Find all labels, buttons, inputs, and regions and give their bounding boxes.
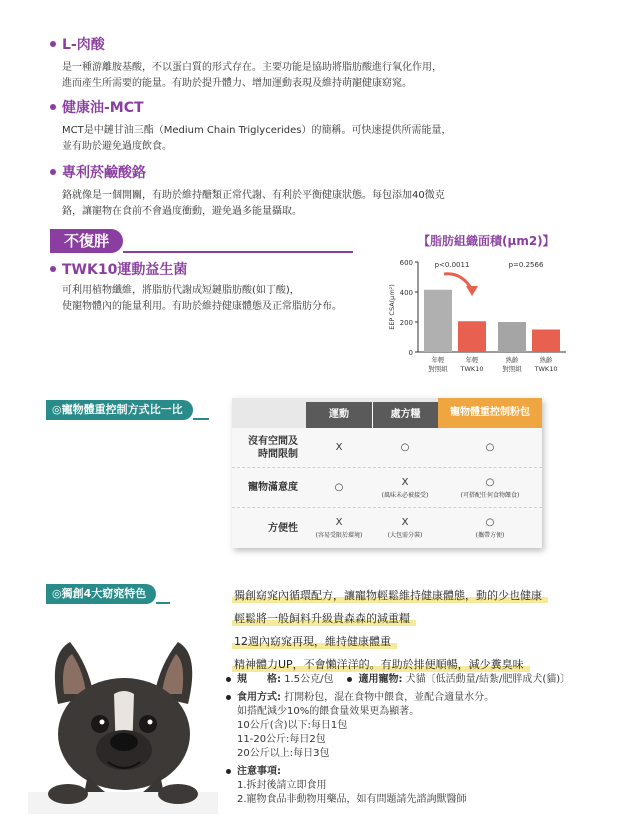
ingredient-section-carnitine: [50, 34, 570, 92]
section-line: 並有助於避免過度飲食。: [62, 141, 172, 152]
pill-divider: [156, 602, 170, 604]
section-title: 專利菸鹼酸鉻: [62, 165, 146, 181]
feature-highlight: 獨創窈窕內循環配方，讓寵物輕鬆維持健康體態，動的少也健康: [232, 587, 548, 603]
cell-note: (風味未必被接受): [381, 491, 429, 499]
features-pill-row: [46, 584, 170, 604]
x-tick-label: 熟齡: [505, 356, 519, 364]
cell-mark: ○: [400, 442, 410, 453]
bar: [458, 321, 486, 352]
comparison-table: [232, 398, 542, 548]
feature-highlights: [232, 584, 612, 676]
table-cell: [438, 428, 542, 467]
table-header-prescription: 處方糧: [372, 402, 438, 428]
bar: [532, 330, 560, 353]
banner-divider: [123, 251, 353, 253]
rebound-banner-row: [50, 229, 353, 253]
table-row: [232, 468, 542, 508]
probiotic-line: 可利用植物纖維，將脂肪代謝成短鏈脂肪酸(如丁酸)，: [62, 285, 300, 296]
bar: [498, 322, 526, 352]
x-tick-label: 年輕: [465, 356, 479, 364]
y-tick-label: 600: [399, 259, 413, 267]
usage-value: 打開粉包，混在食物中餵食，並配合適量水分。: [284, 692, 495, 703]
y-tick-label: 0: [408, 349, 413, 357]
bullet-icon: [226, 677, 231, 682]
y-tick-label: 200: [399, 319, 413, 327]
probiotic-title: TWK10運動益生菌: [62, 262, 188, 278]
table-cell: [438, 508, 542, 548]
cell-note: (攜帶方便): [475, 532, 505, 539]
y-axis-label: EEP CSA(μm²): [388, 284, 396, 330]
pill-bullet-icon: ◎: [52, 403, 62, 416]
table-corner: [232, 398, 306, 428]
section-line: 是一種游離胺基酸，不以蛋白質的形式存在。主要功能是協助將脂肪酸進行氧化作用，: [62, 62, 442, 73]
ingredient-section-chromium: [50, 162, 570, 220]
comparison-pill: [46, 400, 193, 420]
probiotic-line: 使寵物體內的能量利用。有助於維持健康體態及正常脂肪分布。: [62, 301, 342, 312]
features-pill-label: 獨創4大窈窕特色: [61, 587, 147, 600]
section-line: 進而產生所需要的能量。有助於提升體力、增加運動表現及維持萌寵健康窈窕。: [62, 78, 412, 89]
x-tick-label: TWK10: [460, 365, 484, 373]
significance-label: p=0.2566: [508, 261, 544, 269]
cell-mark: X: [401, 476, 409, 488]
bullet-icon: [226, 769, 231, 774]
usage-line: 11-20公斤:每日2包: [237, 734, 326, 745]
x-tick-label: 對照組: [502, 365, 522, 373]
spec-value: 1.5公克/包: [284, 674, 334, 685]
bullet-icon: [50, 266, 56, 272]
cell-note: (可搭配任何食物餵食): [460, 491, 520, 499]
cell-mark: ○: [485, 517, 495, 528]
row-label-text: 沒有空間及 時間限制: [248, 435, 298, 460]
decrease-arrowhead-icon: [466, 286, 478, 296]
table-header-row: [232, 398, 542, 428]
table-cell: [306, 428, 372, 467]
x-tick-label: TWK10: [534, 365, 558, 373]
table-cell: [438, 468, 542, 507]
comparison-pill-label: 寵物體重控制方式比一比: [61, 403, 183, 416]
cell-mark: X: [335, 517, 343, 528]
pet-value: 犬貓〔低活動量/結紮/肥胖成犬(貓)〕: [405, 674, 571, 685]
spec-label: 規 格:: [237, 674, 281, 685]
feature-highlight: 輕鬆將一般飼料升級貴森森的減重糧: [232, 610, 416, 626]
row-label: 方便性: [268, 522, 298, 534]
table-cell: [306, 508, 372, 548]
cell-mark: X: [335, 442, 343, 453]
features-pill: [46, 584, 156, 604]
bar: [424, 290, 452, 352]
feature-highlight: 精神體力UP，不會懶洋洋的。有助於排便順暢，減少糞臭味: [232, 656, 530, 672]
row-label: 寵物滿意度: [248, 482, 298, 493]
usage-line: 10公斤(含)以下:每日1包: [237, 720, 348, 731]
cell-note: (大包需分裝): [387, 532, 423, 539]
section-title: L-肉酸: [62, 37, 105, 53]
table-cell: [372, 508, 438, 548]
table-cell: [372, 468, 438, 507]
bullet-icon: [347, 677, 352, 682]
note-line: 2.寵物食品非動物用藥品，如有問題請先諮詢獸醫師: [237, 794, 467, 805]
feature-highlight: 12週內窈窕再現，維持健康體重: [232, 633, 397, 649]
bullet-icon: [50, 104, 56, 110]
section-line: 鉻就像是一個開關，有助於維持醣類正常代謝、有利於平衡健康狀態。每包添加40微克: [62, 190, 445, 201]
cell-mark: ○: [485, 442, 495, 453]
rebound-banner: 不復胖: [50, 229, 123, 253]
bullet-icon: [226, 695, 231, 700]
section-title: 健康油-MCT: [62, 100, 144, 116]
x-tick-label: 熟齡: [539, 356, 553, 364]
table-header-exercise: 運動: [306, 402, 372, 428]
pill-divider: [193, 418, 209, 420]
cell-mark: ○: [334, 482, 344, 493]
table-row: [232, 428, 542, 468]
french-bulldog-image: [28, 634, 218, 814]
spec-block: [226, 673, 616, 807]
section-line: MCT是中鏈甘油三酯（Medium Chain Triglycerides）的簡稱。可快速提供所需能量，: [62, 125, 452, 136]
comparison-pill-row: [46, 400, 209, 420]
note-line: 1.拆封後請立即食用: [237, 780, 327, 791]
table-header-powder: 寵物體重控制粉包: [438, 398, 542, 428]
cell-mark: ○: [485, 476, 495, 488]
usage-line: 20公斤以上:每日3包: [237, 748, 330, 759]
usage-line: 如搭配減少10%的餵食量效果更為顯著。: [237, 706, 420, 717]
fat-area-chart: [386, 252, 572, 382]
bullet-icon: [50, 169, 56, 175]
ingredient-section-mct: [50, 97, 570, 155]
usage-label: 食用方式:: [237, 692, 281, 703]
cell-note: (容易受限於環境): [315, 532, 363, 539]
y-tick-label: 400: [399, 289, 413, 297]
chart-title: 【脂肪組織面積(μm2)】: [418, 234, 555, 248]
notes-title: 注意事項:: [237, 766, 281, 777]
table-row: [232, 508, 542, 548]
pet-label: 適用寵物:: [358, 674, 403, 685]
probiotic-section: [50, 259, 380, 315]
x-tick-label: 年輕: [431, 356, 445, 364]
bullet-icon: [50, 41, 56, 47]
table-cell: [372, 428, 438, 467]
table-cell: [306, 468, 372, 507]
x-tick-label: 對照組: [428, 365, 448, 373]
row-label: [232, 428, 306, 467]
pill-bullet-icon: ◎: [52, 587, 62, 600]
cell-mark: X: [401, 517, 409, 528]
section-line: 鉻，讓寵物在食前不會過度衝動，避免過多能量攝取。: [62, 206, 302, 217]
significance-label: p<0.0011: [434, 261, 470, 269]
